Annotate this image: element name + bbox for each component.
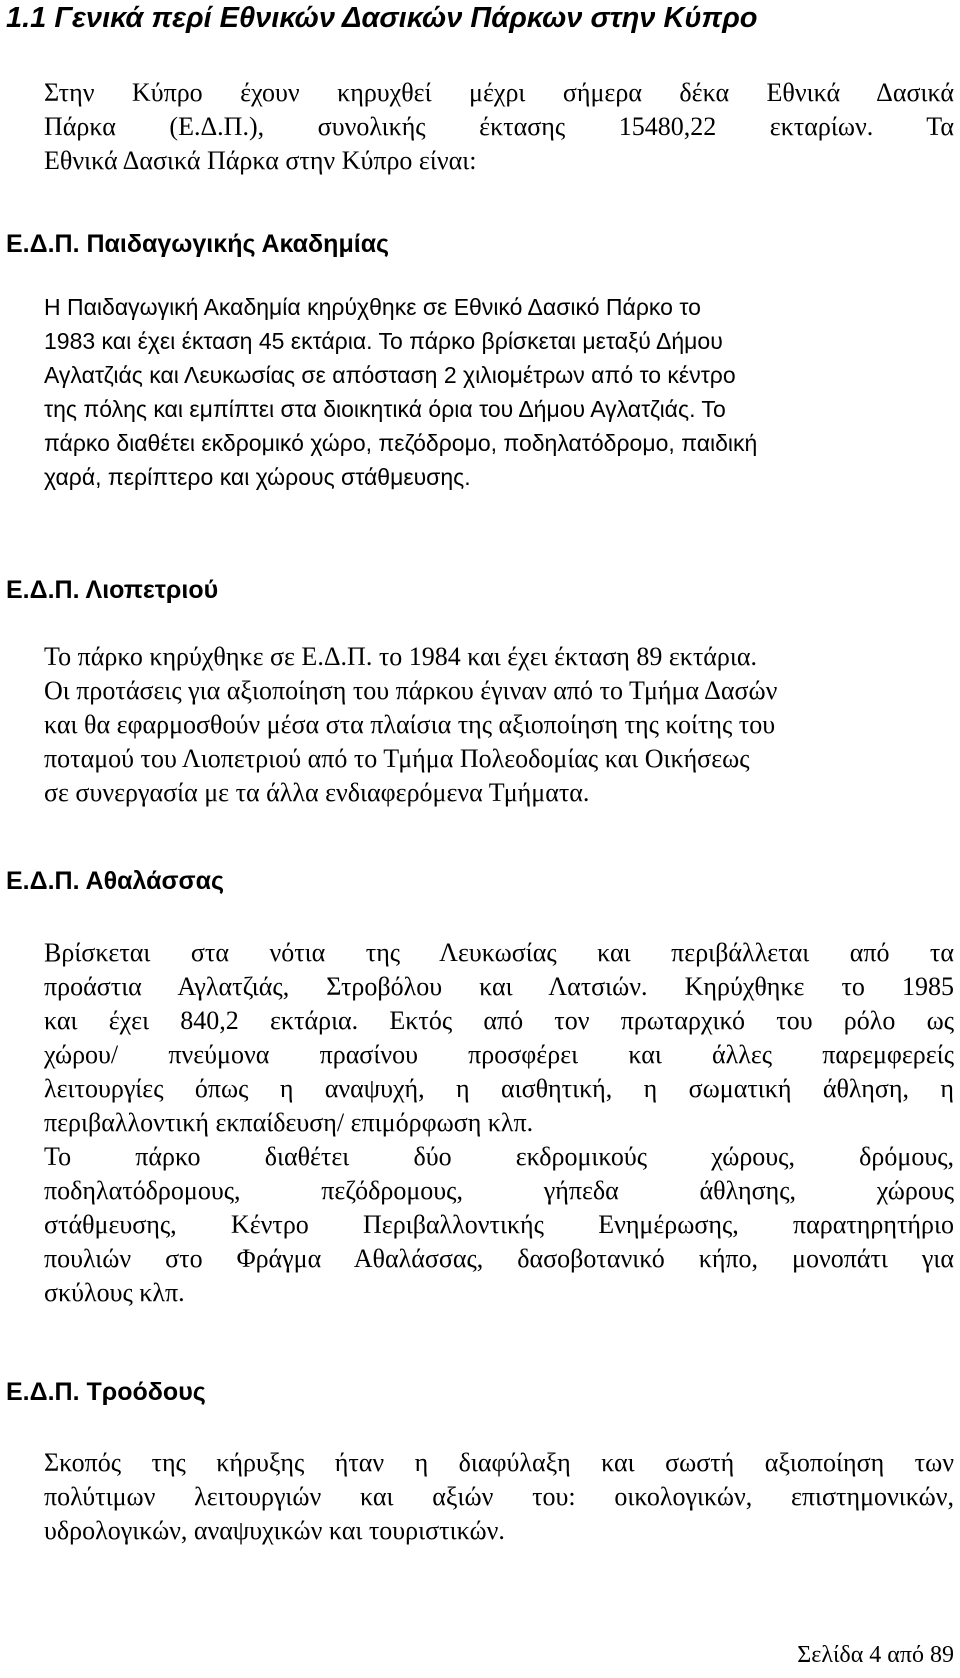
page-number: Σελίδα 4 από 89 bbox=[797, 1642, 954, 1668]
paragraph-line: χαρά, περίπτερο και χώρους στάθμευσης. bbox=[44, 464, 471, 490]
paragraph-line: σκύλους κλπ. bbox=[44, 1278, 185, 1307]
section-paragraph-troodous bbox=[44, 1446, 954, 1548]
paragraph-line: πουλιών στο Φράγμα Αθαλάσσας, δασοβοτανικό κήπο, μονοπάτι για bbox=[44, 1244, 954, 1273]
paragraph-line: πάρκο διαθέτει εκδρομικό χώρο, πεζόδρομο, ποδηλατόδρομο, παιδική bbox=[44, 430, 758, 456]
paragraph-line: πολύτιμων λειτουργιών και αξιών του: οικολογικών, επιστημονικών, bbox=[44, 1482, 954, 1511]
section-paragraph-liopetriou bbox=[44, 640, 954, 810]
paragraph-line: χώρου/ πνεύμονα πρασίνου προσφέρει και άλλες παρεμφερείς bbox=[44, 1040, 954, 1069]
paragraph-line: λειτουργίες όπως η αναψυχή, η αισθητική, η σωματική άθληση, η bbox=[44, 1074, 954, 1103]
paragraph-line: Στην Κύπρο έχουν κηρυχθεί μέχρι σήμερα δέκα Εθνικά Δασικά bbox=[44, 78, 954, 107]
section-heading-paidagogikis-akadimias: Ε.Δ.Π. Παιδαγωγικής Ακαδημίας bbox=[6, 230, 390, 258]
paragraph-line: Σκοπός της κήρυξης ήταν η διαφύλαξη και σωστή αξιοποίηση των bbox=[44, 1448, 954, 1477]
paragraph-line: και έχει 840,2 εκτάρια. Εκτός από τον πρωταρχικό του ρόλο ως bbox=[44, 1006, 954, 1035]
paragraph-line: υδρολογικών, αναψυχικών και τουριστικών. bbox=[44, 1516, 505, 1545]
paragraph-line: Οι προτάσεις για αξιοποίηση του πάρκου έγιναν από το Τμήμα Δασών bbox=[44, 676, 778, 705]
section-heading-athalassas: Ε.Δ.Π. Αθαλάσσας bbox=[6, 867, 225, 895]
section-paragraph-athalassas bbox=[44, 936, 954, 1310]
paragraph-line: ποταμού του Λιοπετριού από το Τμήμα Πολεοδομίας και Οικήσεως bbox=[44, 744, 750, 773]
section-heading-troodous: Ε.Δ.Π. Τροόδους bbox=[6, 1378, 206, 1406]
paragraph-line: περιβαλλοντική εκπαίδευση/ επιμόρφωση κλπ. bbox=[44, 1108, 534, 1137]
paragraph-line: στάθμευσης, Κέντρο Περιβαλλοντικής Ενημέρωσης, παρατηρητήριο bbox=[44, 1210, 954, 1239]
paragraph-line: Πάρκα (Ε.Δ.Π.), συνολικής έκτασης 15480,22 εκταρίων. Τα bbox=[44, 112, 954, 141]
section-heading-liopetriou: Ε.Δ.Π. Λιοπετριού bbox=[6, 576, 219, 604]
page-title: 1.1 Γενικά περί Εθνικών Δασικών Πάρκων στην Κύπρο bbox=[6, 2, 758, 34]
paragraph-line: Το πάρκο διαθέτει δύο εκδρομικούς χώρους, δρόμους, bbox=[44, 1142, 954, 1171]
paragraph-line: Βρίσκεται στα νότια της Λευκωσίας και περιβάλλεται από τα bbox=[44, 938, 954, 967]
paragraph-line: σε συνεργασία με τα άλλα ενδιαφερόμενα Τμήματα. bbox=[44, 778, 590, 807]
paragraph-line: ποδηλατόδρομους, πεζόδρομους, γήπεδα άθλησης, χώρους bbox=[44, 1176, 954, 1205]
paragraph-line: και θα εφαρμοσθούν μέσα στα πλαίσια της αξιοποίηση της κοίτης του bbox=[44, 710, 776, 739]
paragraph-line: Εθνικά Δασικά Πάρκα στην Κύπρο είναι: bbox=[44, 146, 477, 175]
paragraph-line: προάστια Αγλατζιάς, Στροβόλου και Λατσιών. Κηρύχθηκε το 1985 bbox=[44, 972, 954, 1001]
paragraph-line: Το πάρκο κηρύχθηκε σε Ε.Δ.Π. το 1984 και έχει έκταση 89 εκτάρια. bbox=[44, 642, 758, 671]
paragraph-line: Η Παιδαγωγική Ακαδημία κηρύχθηκε σε Εθνικό Δασικό Πάρκο το bbox=[44, 294, 701, 320]
paragraph-line: της πόλης και εμπίπτει στα διοικητικά όρια του Δήμου Αγλατζιάς. Το bbox=[44, 396, 726, 422]
section-paragraph-paidagogikis-akadimias bbox=[44, 290, 954, 494]
intro-paragraph bbox=[44, 76, 954, 178]
paragraph-line: 1983 και έχει έκταση 45 εκτάρια. Το πάρκο βρίσκεται μεταξύ Δήμου bbox=[44, 328, 723, 354]
paragraph-line: Αγλατζιάς και Λευκωσίας σε απόσταση 2 χιλιομέτρων από το κέντρο bbox=[44, 362, 736, 388]
